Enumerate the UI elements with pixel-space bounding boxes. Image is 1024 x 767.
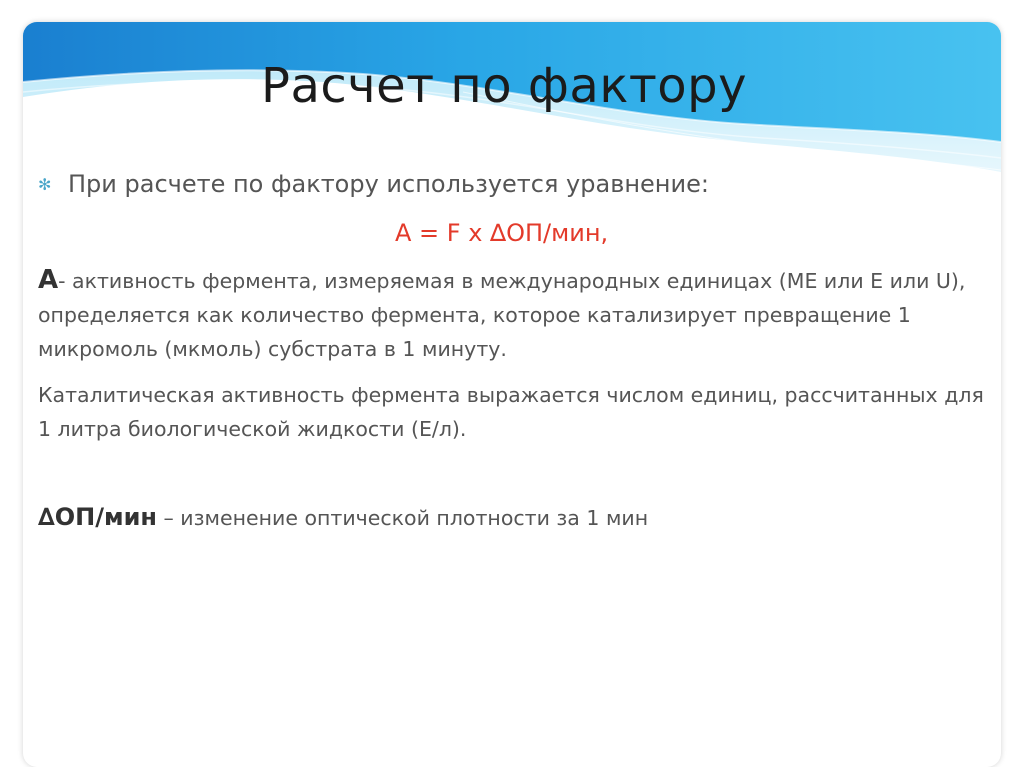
asterisk-bullet-icon: ✻ [38,174,52,194]
slide [23,22,1001,767]
term-delta-op: ∆ОП/мин [38,503,157,531]
paragraph-activity-definition [38,263,988,366]
paragraph-catalytic-activity: Каталитическая активность фермента выражается числом единиц, рассчитанных для 1 литра биологической жидкости (Е/л). [38,383,984,441]
slide-title: Расчет по фактору [261,58,748,114]
paragraph-optical-density [38,500,988,535]
bullet-text: При расчете по фактору используется уравнение: [68,170,709,198]
bullet-item [38,170,709,198]
paragraph-optical-density-text: – изменение оптической плотности за 1 мин [157,506,649,530]
slide-content [23,22,1001,767]
paragraph-activity-text: - активность фермента, измеряемая в международных единицах (МЕ или Е или U), определяется как количество фермента, которое катализирует превращение 1 микромоль (мкмоль) субстрата в 1 минуту. [38,269,966,361]
formula: А = F х ∆ОП/мин, [395,219,609,247]
term-a: А [38,265,59,295]
